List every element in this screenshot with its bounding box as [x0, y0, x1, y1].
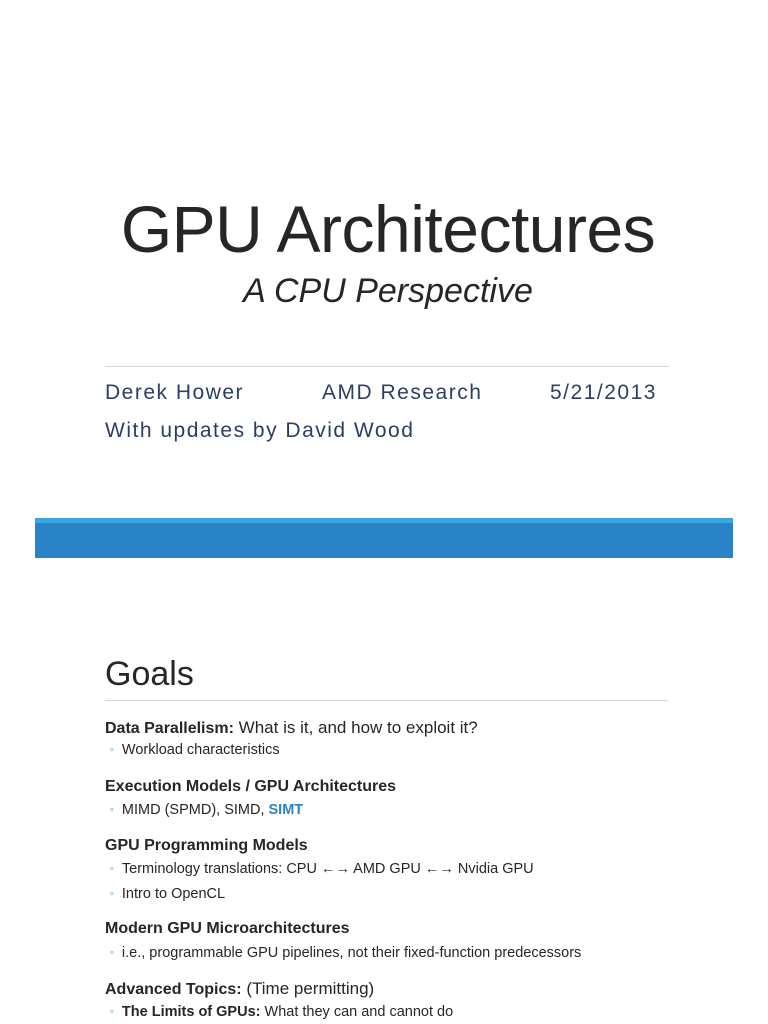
divider	[105, 366, 669, 367]
slide-subtitle: A CPU Perspective	[243, 272, 533, 310]
simt-highlight: SIMT	[268, 802, 304, 818]
bullet-icon: ◦	[110, 888, 114, 900]
goals-divider	[105, 700, 668, 701]
author: Derek Hower	[105, 381, 245, 404]
goal-item	[105, 980, 374, 998]
goals-heading: Goals	[105, 655, 194, 693]
goal-subitem: ◦ The Limits of GPUs: What they can and cannot do	[110, 1004, 454, 1020]
goal-item	[105, 779, 396, 795]
bullet-icon: ◦	[110, 744, 114, 756]
goal-item	[105, 921, 350, 937]
goal-label: Data Parallelism:	[105, 720, 234, 737]
updates-credit: With updates by David Wood	[105, 419, 415, 442]
bullet-icon: ◦	[110, 863, 114, 875]
goal-label: Execution Models / GPU Architectures	[105, 778, 397, 795]
date: 5/21/2013	[550, 381, 657, 404]
goal-item	[105, 719, 478, 737]
goal-label: Advanced Topics:	[105, 981, 242, 998]
bullet-icon: ◦	[110, 804, 114, 816]
goal-label: GPU Programming Models	[105, 837, 308, 854]
goal-subitem: ◦ Intro to OpenCL	[110, 886, 226, 902]
goal-label: Modern GPU Microarchitectures	[105, 920, 350, 937]
goal-subitem: ◦ i.e., programmable GPU pipelines, not their fixed-function predecessors	[110, 945, 582, 961]
goal-item	[105, 838, 308, 854]
bullet-icon: ◦	[110, 947, 114, 959]
goal-text: What is it, and how to exploit it?	[233, 718, 478, 737]
organization: AMD Research	[322, 381, 483, 404]
goal-subitem: ◦ Terminology translations: CPU ←→ AMD GPU ←→ Nvidia GPU	[110, 861, 534, 877]
goal-text: (Time permitting)	[241, 979, 375, 998]
bullet-icon: ◦	[110, 1006, 114, 1018]
accent-band	[35, 523, 733, 558]
goal-subitem: ◦ MIMD (SPMD), SIMD, SIMT	[110, 802, 304, 818]
slide-title: GPU Architectures	[120, 192, 656, 266]
goal-subitem: ◦ Workload characteristics	[110, 742, 280, 758]
